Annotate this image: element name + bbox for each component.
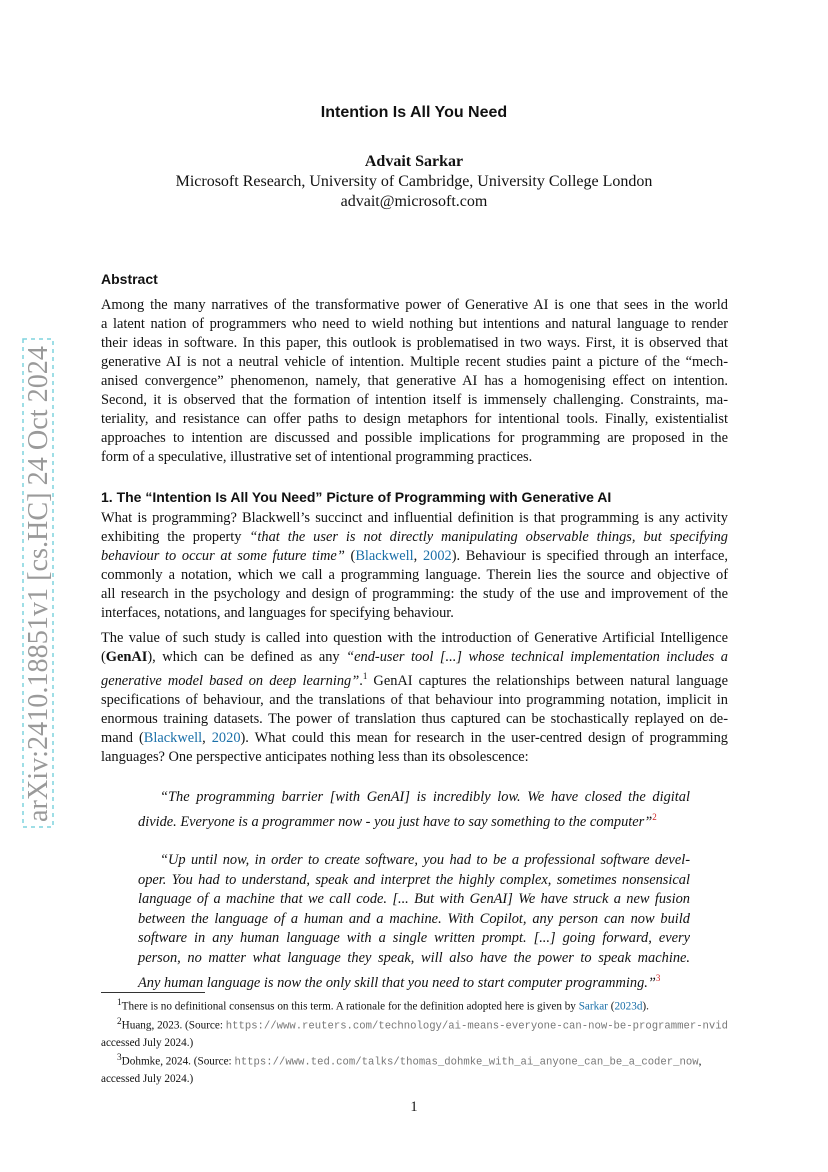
author-email: advait@microsoft.com bbox=[340, 193, 488, 210]
text-line: What is programming? Blackwell’s succinct and influential definition is that programming is any activity bbox=[101, 510, 728, 526]
text-line: languages? One perspective anticipates nothing less than its obsolescence: bbox=[101, 748, 529, 765]
citation-link[interactable]: Blackwell bbox=[355, 548, 414, 564]
quote-line: “Up until now, in order to create software, you had to be a professional software devel- bbox=[160, 852, 690, 868]
abstract-line: generative AI is not a neutral vehicle of intention. Multiple recent studies paint a picture of the “mech- bbox=[101, 354, 728, 370]
citation-year-link[interactable]: 2002 bbox=[422, 548, 452, 564]
abstract-line: a latent nation of programmers who need to wield nothing but intentions and natural language to render bbox=[101, 316, 728, 332]
section-1-heading: 1. The “Intention Is All You Need” Picture of Programming with Generative AI bbox=[101, 489, 612, 505]
footnote-url-link[interactable]: https://www.reuters.com/technology/ai-means-everyone-can-now-be-programmer-nvid bbox=[225, 1021, 728, 1034]
citation-year-link[interactable]: 2023d bbox=[614, 1000, 643, 1013]
footnote-ref[interactable]: 3 bbox=[655, 972, 661, 983]
footnote-ref[interactable]: 2 bbox=[652, 811, 657, 822]
section-1-paragraph-2 bbox=[101, 629, 728, 767]
text-line: mand (Blackwell, 2020). What could this mean for research in the user-centred design of programming bbox=[101, 729, 728, 746]
abstract-line: their ideas in software. In this paper, this outlook is problematised in two ways. First, it is observed that bbox=[101, 335, 728, 351]
text-line: enormous training datasets. The power of translation thus captured can be stochastically replayed on de- bbox=[101, 710, 728, 727]
abstract-line: Second, it is observed that the formation of intention itself is immensely challenging. Constraints, ma- bbox=[101, 392, 728, 408]
quote-line: software in any human language with a single written prompt. [...] going forward, every bbox=[138, 930, 690, 947]
text-line: behaviour to occur at some future time” (Blackwell, 2002). Behaviour is specified through an interface, bbox=[101, 548, 729, 564]
footnote-divider bbox=[101, 992, 205, 993]
section-1-paragraph-1 bbox=[101, 509, 728, 623]
page-number: 1 bbox=[410, 1099, 418, 1115]
citation-link[interactable]: Sarkar bbox=[578, 1000, 608, 1013]
quote-line: Any human language is now the only skill that you need to start computer programming.”$^3$ bbox=[138, 972, 661, 991]
text-line: exhibiting the property “that the user is not directly manipulating observable things, but specifying bbox=[101, 529, 729, 545]
quote-line: between the language of a human and a machine. With Copilot, any person can now build bbox=[138, 910, 690, 927]
text-line: commonly a notation, which we call a programming language. Therein lies the source and objective of bbox=[101, 567, 728, 583]
citation-link[interactable]: Blackwell bbox=[143, 729, 203, 746]
text-line: interfaces, notations, and languages for specifying behaviour. bbox=[101, 605, 454, 621]
abstract-line: Among the many narratives of the transformative power of Generative AI is one that sees in the world bbox=[101, 297, 728, 313]
footnotes bbox=[101, 996, 828, 1087]
text-line: The value of such study is called into question with the introduction of Generative Artificial Intelligence bbox=[101, 630, 728, 646]
paper-title: Intention Is All You Need bbox=[320, 104, 508, 121]
text-line: specifications of behaviour, and the translations of that behaviour into programming notation, implicit in bbox=[101, 691, 728, 708]
footnote-url-link[interactable]: https://www.ted.com/talks/thomas_dohmke_with_ai_anyone_can_be_a_coder_now bbox=[234, 1056, 699, 1069]
arxiv-id: arXiv:2410.18851v1 [cs.HC] 24 Oct 2024 bbox=[23, 349, 54, 822]
author-block bbox=[0, 152, 828, 212]
abstract-line: anised convergence” phenomenon, namely, that generative AI has a homogenising effect on intention. bbox=[101, 373, 728, 389]
arxiv-stamp bbox=[22, 338, 54, 828]
block-quote-1 bbox=[138, 788, 690, 832]
abstract-line: teriality, and resistance can offer paths to design metaphors for intentional tools. Finally, existentialist bbox=[101, 411, 728, 427]
footnote-3: $^3$Dohmke, 2024. (Source: https://www.ted.com/talks/thomas_dohmke_with_ai_anyone_can_be_a_coder_now, bbox=[117, 1053, 702, 1069]
footnote-ref[interactable]: 1 bbox=[362, 671, 368, 681]
author-name: Advait Sarkar bbox=[364, 153, 464, 170]
abstract-body bbox=[101, 296, 728, 467]
footnote-3-cont: accessed July 2024.) bbox=[101, 1072, 194, 1085]
footnote-1: $^1$There is no definitional consensus on this term. A rationale for the definition adopted here is given by Sarkar (2023d). bbox=[117, 998, 649, 1013]
abstract-heading: Abstract bbox=[101, 271, 158, 287]
text-line: all research in the psychology and design of programming: the study of the use and improvement of the bbox=[101, 586, 728, 602]
author-affiliation: Microsoft Research, University of Cambridge, University College London bbox=[175, 173, 653, 190]
abstract-line: form of a speculative, illustrative set of intentional programming practices. bbox=[101, 449, 533, 465]
quote-line: oper. You had to understand, speak and interpret the highly complex, sometimes nonsensical bbox=[138, 871, 690, 888]
text-line: (GenAI), which can be defined as any “end-user tool [...] whose technical implementation includes a bbox=[101, 649, 728, 665]
abstract-line: approaches to intention are discussed and possible implications for programming are proposed in the bbox=[101, 430, 728, 446]
block-quote-2 bbox=[138, 851, 690, 993]
quote-line: “The programming barrier [with GenAI] is incredibly low. We have closed the digital bbox=[160, 789, 690, 805]
citation-year-link[interactable]: 2020 bbox=[211, 729, 241, 746]
footnote-2: $^2$Huang, 2023. (Source: https://www.reuters.com/technology/ai-means-everyone-can-now-be-programmer-nvid bbox=[117, 1017, 728, 1034]
footnote-2-cont: accessed July 2024.) bbox=[101, 1036, 194, 1049]
quote-line: language of a machine that we call code. [... But with GenAI] We have struck a new fusion bbox=[138, 891, 690, 908]
quote-line: divide. Everyone is a programmer now - you just have to say something to the computer”$^2$ bbox=[138, 811, 657, 830]
text-line: generative model based on deep learning”.$^1$ GenAI captures the relationships between natural language bbox=[101, 671, 728, 689]
quote-line: person, no matter what language they speak, will also have the power to speak machine. bbox=[138, 949, 690, 966]
